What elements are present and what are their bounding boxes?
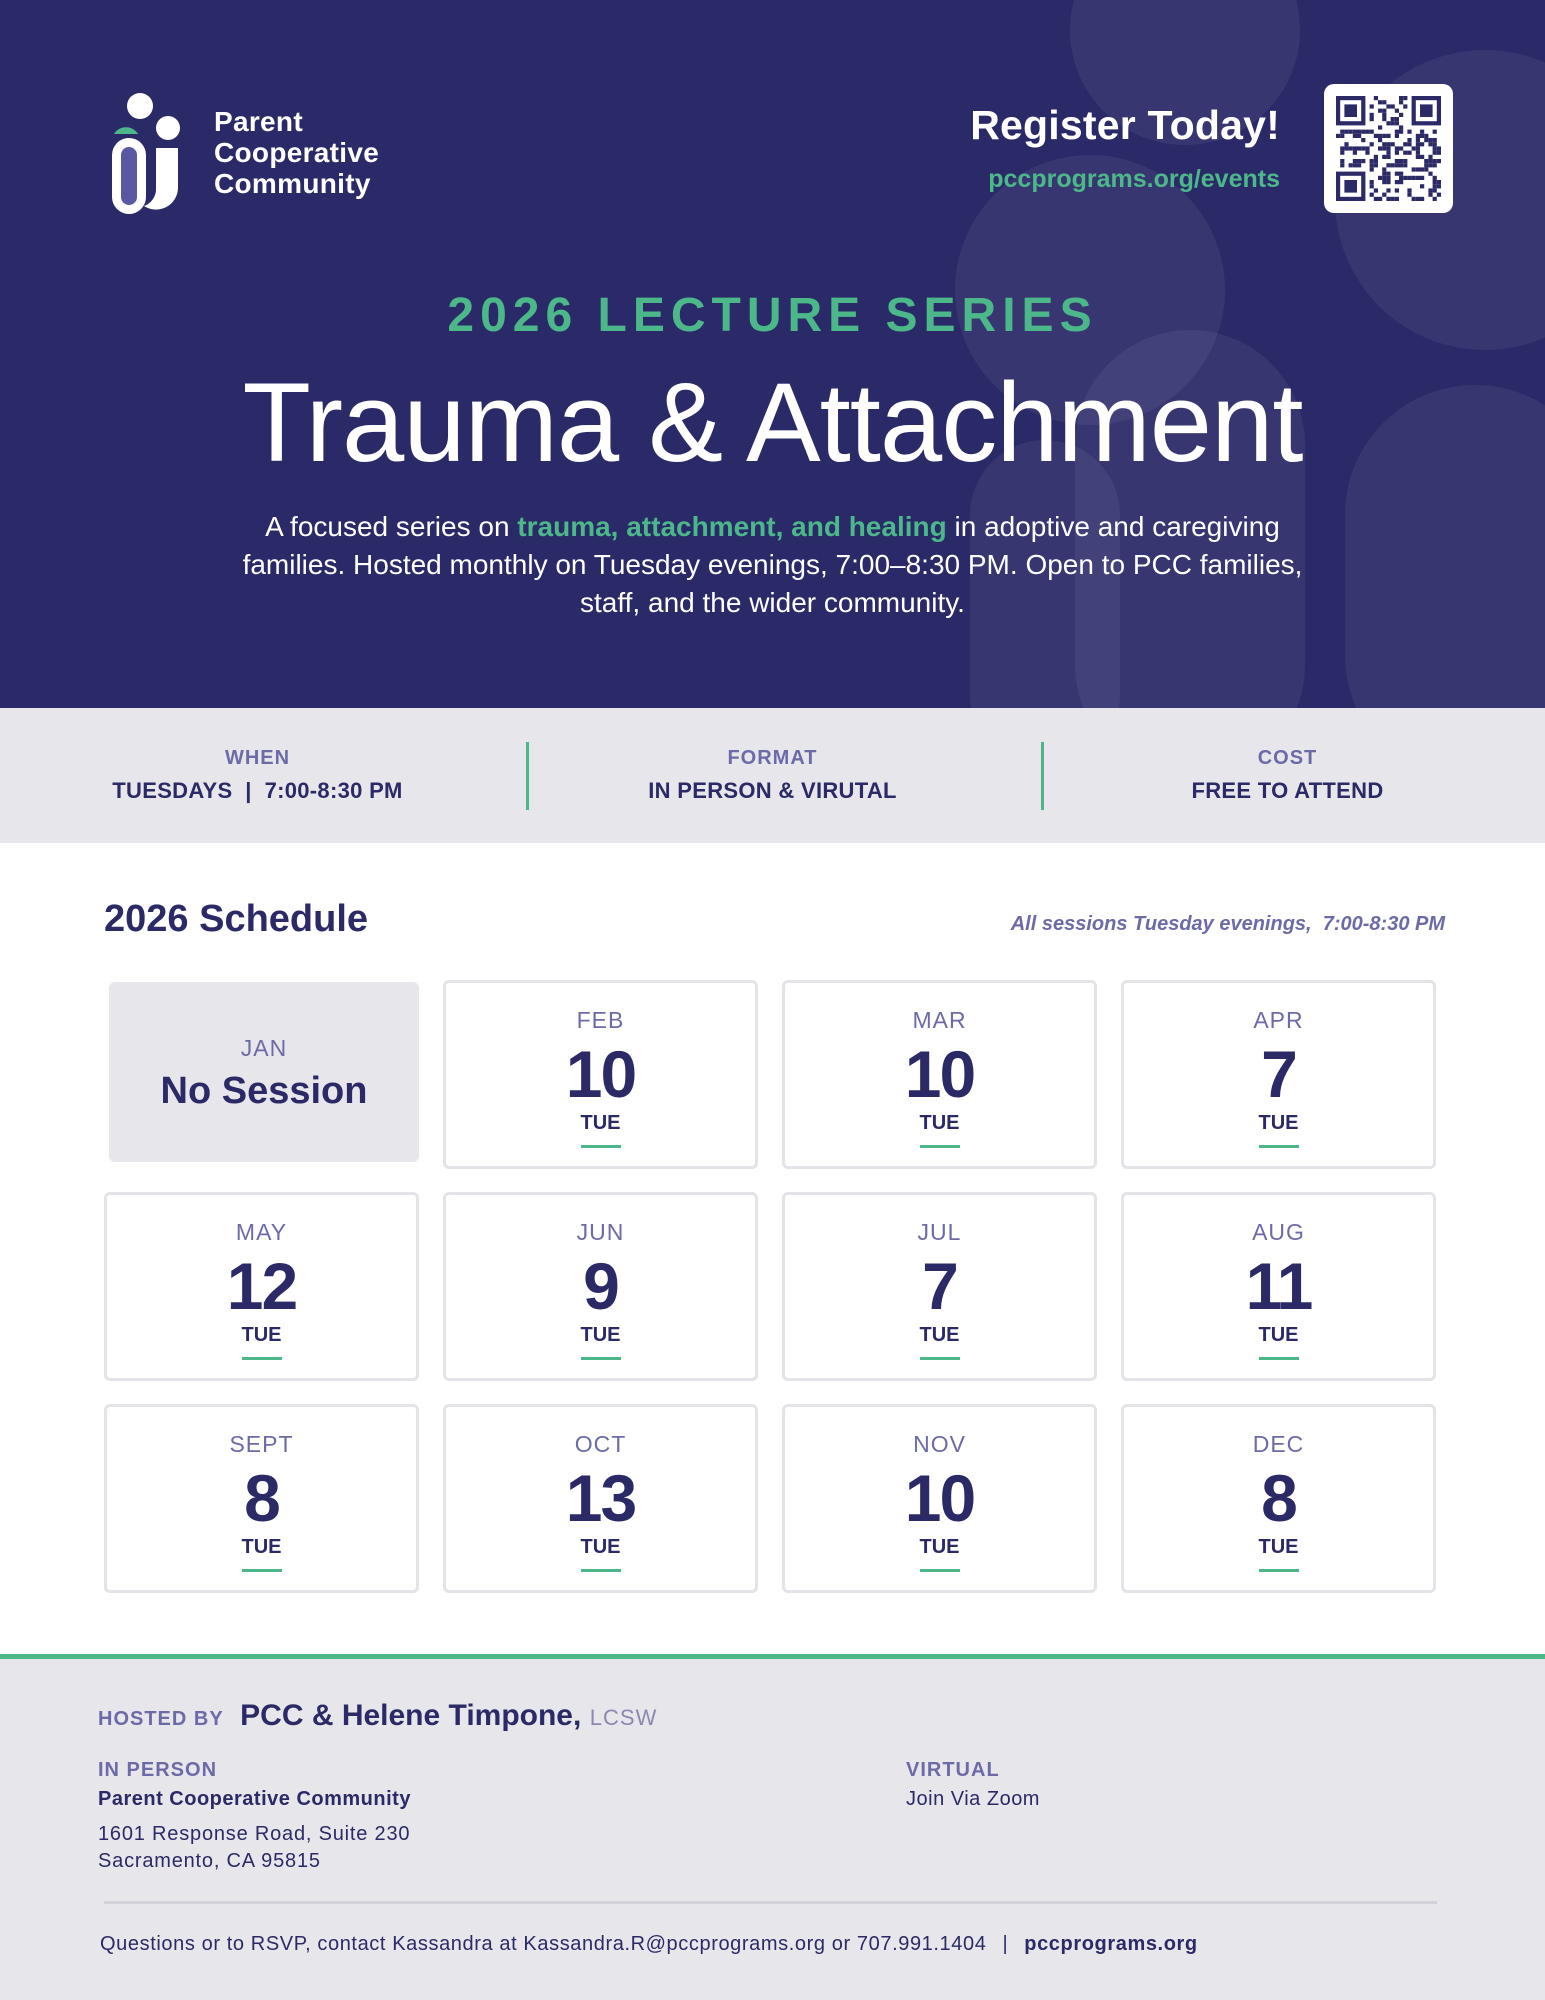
accent-underline xyxy=(920,1357,960,1360)
session-weekday: TUE xyxy=(580,1536,621,1558)
info-bar xyxy=(0,708,1545,843)
register-link[interactable]: pccprograms.org/events xyxy=(988,165,1280,193)
hosted-by xyxy=(98,1699,657,1733)
pcc-logo xyxy=(110,92,410,222)
info-value: IN PERSON & VIRUTAL xyxy=(648,778,897,803)
session-day: 10 xyxy=(565,1037,636,1111)
info-label: WHEN xyxy=(224,747,291,769)
session-month: JUN xyxy=(576,1219,625,1245)
contact-separator: | xyxy=(1002,1933,1009,1955)
session-day: 8 xyxy=(244,1461,279,1535)
session-day: 10 xyxy=(904,1037,975,1111)
session-month: JAN xyxy=(240,1035,288,1061)
session-month: JUL xyxy=(917,1219,962,1245)
session-weekday: TUE xyxy=(919,1112,960,1134)
session-card xyxy=(782,1192,1097,1381)
virtual-label: VIRTUAL xyxy=(906,1759,1000,1781)
hosted-credential: LCSW xyxy=(589,1705,658,1730)
org-name-line: Cooperative xyxy=(214,137,380,168)
in-person-label: IN PERSON xyxy=(98,1759,218,1781)
accent-underline xyxy=(242,1569,282,1572)
session-weekday: TUE xyxy=(1258,1536,1299,1558)
accent-underline xyxy=(1259,1145,1299,1148)
session-month: SEPT xyxy=(229,1431,294,1457)
session-day: 8 xyxy=(1261,1461,1296,1535)
session-card xyxy=(443,980,758,1169)
accent-underline xyxy=(242,1357,282,1360)
accent-underline xyxy=(1259,1357,1299,1360)
footer xyxy=(0,1654,1545,2000)
session-card xyxy=(782,1404,1097,1593)
info-value: TUESDAYS | 7:00-8:30 PM xyxy=(112,778,403,803)
virtual-location xyxy=(906,1759,1040,1811)
session-month: NOV xyxy=(913,1431,966,1457)
footer-divider xyxy=(104,1901,1437,1904)
session-weekday: TUE xyxy=(580,1324,621,1346)
register-title: Register Today! xyxy=(970,102,1280,148)
accent-underline xyxy=(920,1569,960,1572)
in-person-location xyxy=(98,1759,411,1875)
session-weekday: TUE xyxy=(1258,1112,1299,1134)
intro-paragraph xyxy=(240,508,1305,622)
accent-underline xyxy=(581,1145,621,1148)
session-day: 13 xyxy=(565,1461,636,1535)
accent-underline xyxy=(581,1357,621,1360)
org-name-line: Parent xyxy=(214,106,303,137)
session-weekday: TUE xyxy=(919,1536,960,1558)
intro-text: in adoptive and caregiving families. Hosted monthly on Tuesday evenings, 7:00–8:30 PM. Open to PCC families, staff, and the wider community. xyxy=(242,511,1303,618)
header-banner xyxy=(0,0,1545,708)
session-card xyxy=(1121,1192,1436,1381)
info-when xyxy=(0,708,515,843)
session-weekday: TUE xyxy=(241,1536,282,1558)
accent-underline xyxy=(920,1145,960,1148)
intro-text: A focused series on xyxy=(265,511,518,542)
session-day: 9 xyxy=(583,1249,618,1323)
session-card xyxy=(443,1404,758,1593)
page-title: Trauma & Attachment xyxy=(242,360,1303,485)
info-label: COST xyxy=(1257,747,1318,769)
family-logo-icon xyxy=(110,92,194,218)
address-line: 1601 Response Road, Suite 230 xyxy=(98,1823,411,1845)
session-card xyxy=(104,1404,419,1593)
org-name-line: Community xyxy=(214,168,371,199)
schedule-title: 2026 Schedule xyxy=(104,898,369,940)
intro-highlight: trauma, attachment, and healing xyxy=(517,511,947,542)
website-link[interactable]: pccprograms.org xyxy=(1024,1933,1198,1955)
session-card xyxy=(1121,1404,1436,1593)
session-day: 10 xyxy=(904,1461,975,1535)
series-label: 2026 LECTURE SERIES xyxy=(447,289,1098,342)
session-month: OCT xyxy=(574,1431,627,1457)
session-card xyxy=(1121,980,1436,1169)
session-weekday: TUE xyxy=(241,1324,282,1346)
accent-underline xyxy=(581,1569,621,1572)
contact-text: Questions or to RSVP, contact Kassandra at Kassandra.R@pccprograms.org or 707.991.1404 xyxy=(100,1933,987,1955)
info-value: FREE TO ATTEND xyxy=(1191,778,1384,803)
session-day: 11 xyxy=(1245,1249,1312,1323)
session-weekday: TUE xyxy=(580,1112,621,1134)
session-month: MAR xyxy=(912,1007,967,1033)
session-card xyxy=(104,1192,419,1381)
session-card xyxy=(443,1192,758,1381)
no-session-label: No Session xyxy=(160,1070,368,1112)
venue-name: Parent Cooperative Community xyxy=(98,1788,411,1810)
session-weekday: TUE xyxy=(1258,1324,1299,1346)
session-day: 7 xyxy=(1261,1037,1296,1111)
accent-underline xyxy=(1259,1569,1299,1572)
session-day: 12 xyxy=(226,1249,297,1323)
session-card xyxy=(782,980,1097,1169)
session-card xyxy=(109,982,419,1162)
session-month: FEB xyxy=(576,1007,625,1033)
session-month: MAY xyxy=(235,1219,288,1245)
qr-code-icon xyxy=(1336,96,1441,201)
session-weekday: TUE xyxy=(919,1324,960,1346)
session-month: DEC xyxy=(1252,1431,1305,1457)
session-day: 7 xyxy=(922,1249,957,1323)
info-format xyxy=(515,708,1030,843)
info-cost xyxy=(1030,708,1545,843)
contact-line xyxy=(100,1933,1198,1956)
info-label: FORMAT xyxy=(727,747,818,769)
hosted-label: HOSTED BY xyxy=(98,1708,224,1730)
session-month: APR xyxy=(1253,1007,1304,1033)
schedule-note: All sessions Tuesday evenings, 7:00-8:30 PM xyxy=(1010,913,1445,935)
address-line: Sacramento, CA 95815 xyxy=(98,1850,321,1872)
hosted-name: PCC & Helene Timpone, xyxy=(240,1699,582,1732)
session-month: AUG xyxy=(1252,1219,1305,1245)
org-name xyxy=(214,106,379,199)
qr-code[interactable] xyxy=(1324,84,1453,213)
zoom-link[interactable]: Join Via Zoom xyxy=(906,1788,1040,1810)
venue-address xyxy=(98,1821,411,1875)
register-block xyxy=(970,102,1280,194)
